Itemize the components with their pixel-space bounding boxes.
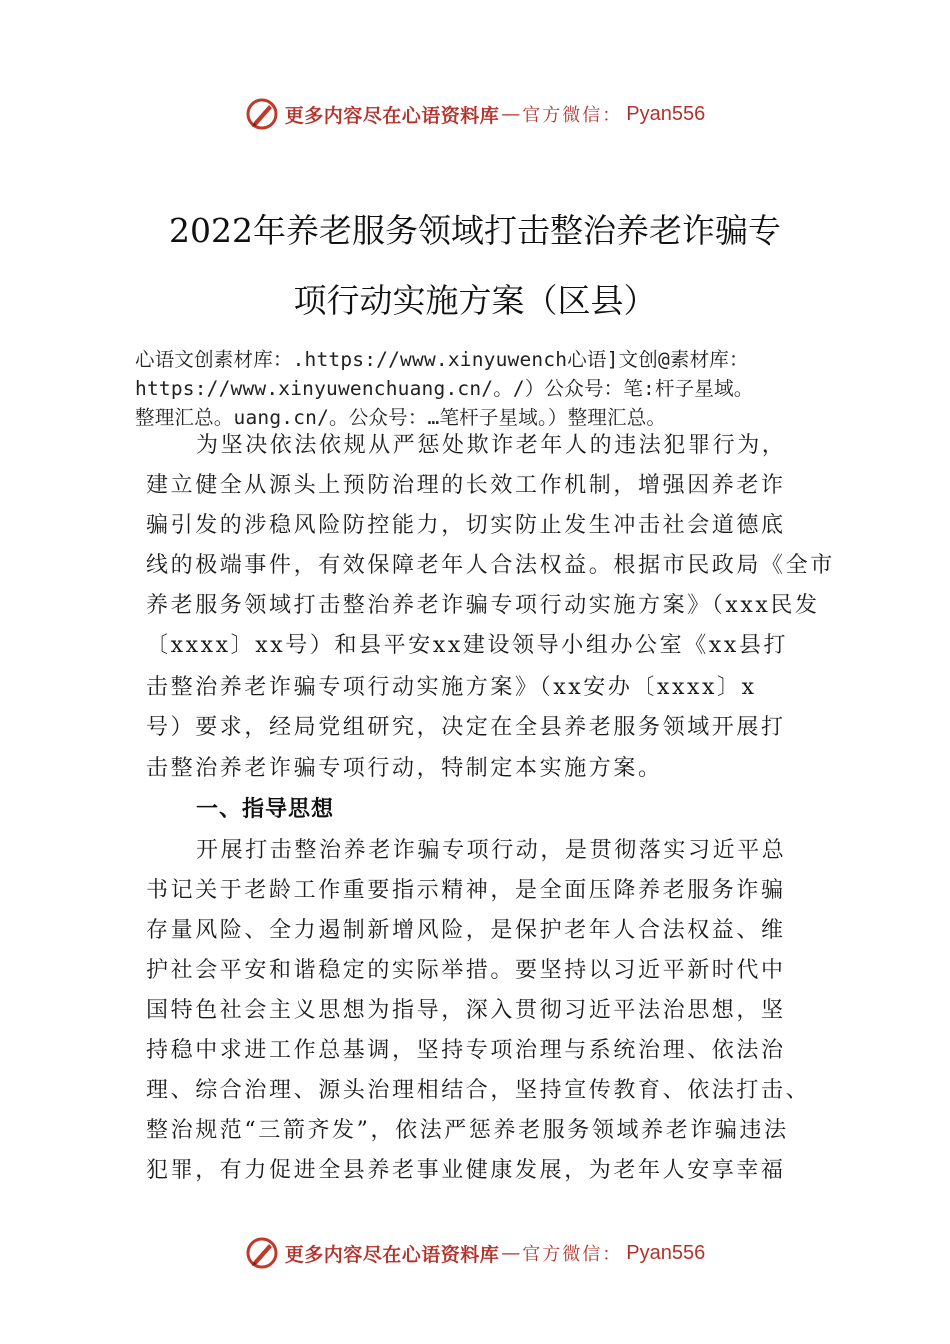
section-paragraph-line: 存量风险、全力遏制新增风险，是保护老年人合法权益、维 [146,918,786,943]
section-paragraph-line: 犯罪，有力促进全县养老事业健康发展，为老年人安享幸福 [146,1158,786,1183]
banner-brand-text: 更多内容尽在心语资料库 [284,104,500,127]
section-heading: 一、指导思想 [196,797,335,822]
source-note-line: 整理汇总。uang.cn/。公众号：…笔杆子星域。）整理汇总。 [135,406,667,429]
intro-paragraph-line: 〔xxxx〕xx号）和县平安xx建设领导小组办公室《xx县打 [146,633,789,658]
intro-paragraph-line: 养老服务领域打击整治养老诈骗专项行动实施方案》（xxx民发 [146,593,820,618]
intro-paragraph-line: 建立健全从源头上预防治理的长效工作机制，增强因养老诈 [146,473,786,498]
pen-logo-icon [245,1236,279,1270]
section-paragraph-line: 国特色社会主义思想为指导，深入贯彻习近平法治思想，坚 [146,998,786,1023]
banner-wechat-id: Pyan556 [626,102,706,125]
intro-paragraph-line: 号）要求，经局党组研究，决定在全县养老服务领域开展打 [146,715,786,740]
source-note-line: https://www.xinyuwenchuang.cn/。/）公众号：笔:杆子星域。 [135,377,754,400]
section-paragraph-line: 书记关于老龄工作重要指示精神，是全面压降养老服务诈骗 [146,878,786,903]
pen-logo-icon [245,97,279,131]
intro-paragraph-line: 线的极端事件，有效保障老年人合法权益。根据市民政局《全市 [146,553,835,578]
header-banner [0,94,950,134]
intro-paragraph-line: 击整治养老诈骗专项行动实施方案》（xx安办〔xxxx〕x [146,675,757,700]
intro-paragraph-line: 击整治养老诈骗专项行动，特制定本实施方案。 [146,756,663,781]
section-paragraph-line: 理、综合治理、源头治理相结合，坚持宣传教育、依法打击、 [146,1078,811,1103]
intro-paragraph-line: 骗引发的涉稳风险防控能力，切实防止发生冲击社会道德底 [146,513,786,538]
footer-banner [0,1233,950,1273]
banner-official-label: 官方微信： [522,105,623,126]
section-paragraph-line: 开展打击整治养老诈骗专项行动，是贯彻落实习近平总 [196,838,787,863]
document-title-line-1: 2022年养老服务领域打击整治养老诈骗专 [169,211,781,250]
banner-dash: — [501,1242,521,1264]
banner-official-label: 官方微信： [522,1244,623,1265]
section-paragraph-line: 护社会平安和谐稳定的实际举措。要坚持以习近平新时代中 [146,958,786,983]
intro-paragraph-line: 为坚决依法依规从严惩处欺诈老年人的违法犯罪行为， [196,433,787,458]
source-note-line: 心语文创素材库：.https://www.xinyuwench心语]文创@素材库： [135,348,749,371]
banner-wechat-id: Pyan556 [626,1241,706,1264]
section-paragraph-line: 整治规范“三箭齐发”，依法严惩养老服务领域养老诈骗违法 [146,1118,789,1143]
document-title-line-2: 项行动实施方案（区县） [293,281,657,320]
section-paragraph-line: 持稳中求进工作总基调，坚持专项治理与系统治理、依法治 [146,1038,786,1063]
banner-dash: — [501,103,521,125]
banner-brand-text: 更多内容尽在心语资料库 [284,1243,500,1266]
